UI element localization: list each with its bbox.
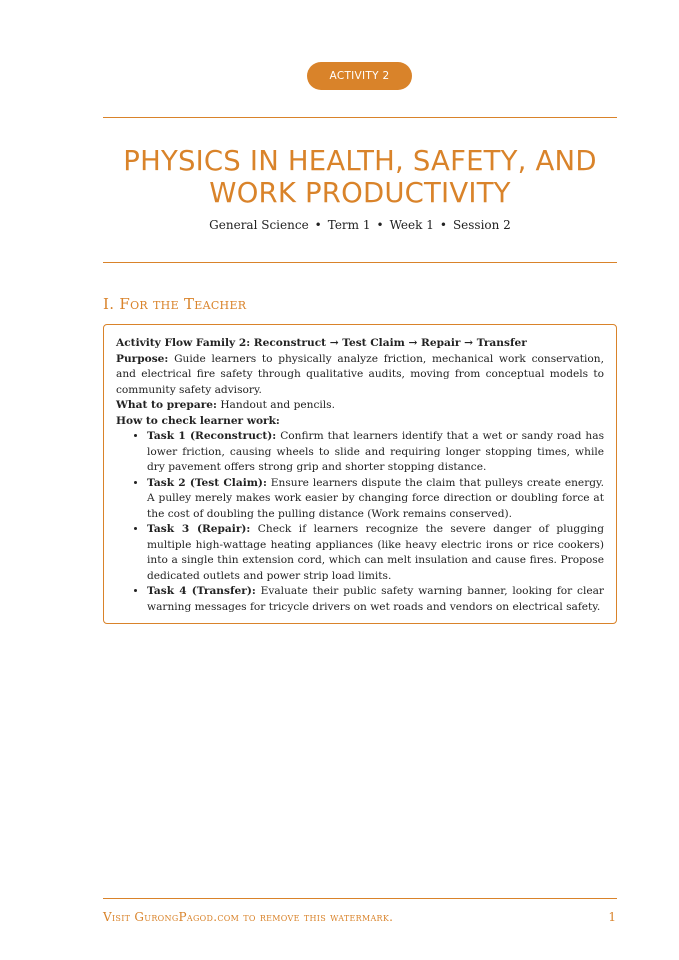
purpose-text: Guide learners to physically analyze friction, mechanical work conservation, and electrical fire safety through qualitative audits, moving from conceptual models to community safety advisory. [116,352,604,396]
purpose-paragraph [116,352,604,399]
task-item [147,522,604,584]
task-text: Ensure learners dispute the claim that pulleys create energy. A pulley merely makes work easier by changing force direction or doubling force at the cost of doubling the pulling distance (Work remains conserved). [147,476,604,520]
purpose-label: Purpose: [116,352,169,365]
page-title: PHYSICS IN HEALTH, SAFETY, AND WORK PRODUCTIVITY [123,145,597,209]
task-label: Task 4 (Transfer): [147,585,256,597]
task-item [147,476,604,523]
meta-term: Term 1 [327,218,371,232]
page-number: 1 [608,910,616,924]
section-heading: I. For the Teacher [103,295,247,313]
task-label: Task 1 (Reconstruct): [147,430,277,442]
task-label: Task 2 (Test Claim): [147,476,267,489]
task-text: Check if learners recognize the severe danger of plugging multiple high-wattage heating appliances (like heavy electric irons or rice cookers) into a single thin extension cord, which can melt insulation and cause fires. Propose dedicated outlets and power strip load limits. [147,523,604,582]
task-list [116,429,604,615]
flow-line [116,336,604,352]
prepare-text: Handout and pencils. [220,399,335,411]
meta-subject: General Science [209,218,309,232]
task-text: Confirm that learners identify that a wet or sandy road has lower friction, causing wheels to slide and requiring longer stopping times, while dry pavement offers strong grip and shorter stopping distance. [147,430,605,473]
task-label: Task 3 (Repair): [147,523,251,535]
header-divider [103,262,617,263]
top-divider [103,117,617,118]
meta-week: Week 1 [389,218,434,232]
task-item [147,429,604,476]
meta-session: Session 2 [452,218,511,232]
check-heading [116,414,604,430]
activity-badge: ACTIVITY 2 [307,62,412,90]
meta-separator: • [376,218,384,232]
session-meta [103,218,617,232]
prepare-paragraph [116,398,604,414]
teacher-box [103,324,617,624]
check-label: How to check learner work: [116,414,280,427]
meta-separator: • [439,218,447,232]
flow-label: Activity Flow Family 2: Reconstruct → Test Claim → Repair → Transfer [116,337,527,349]
task-item [147,584,604,615]
task-text: Evaluate their public safety warning banner, looking for clear warning messages for tricycle drivers on wet roads and vendors on electrical safety. [147,585,604,613]
footer-watermark: Visit GurongPagod.com to remove this watermark. [103,910,394,924]
prepare-label: What to prepare: [116,399,217,411]
footer-divider [103,898,617,899]
meta-separator: • [314,218,322,232]
